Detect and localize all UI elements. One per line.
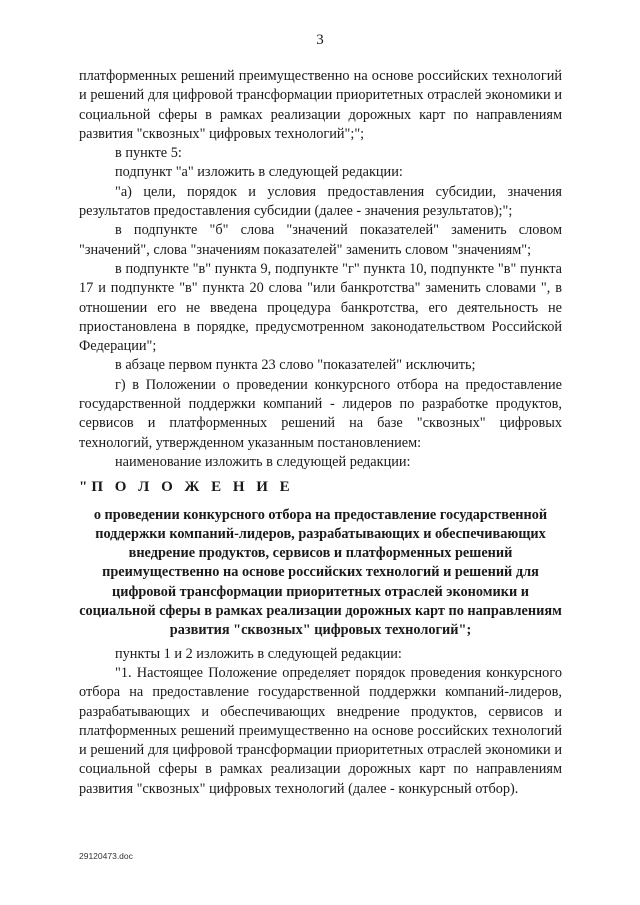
regulation-title: "П О Л О Ж Е Н И Е	[79, 479, 294, 496]
paragraph-title-intro: наименование изложить в следующей редакции:	[115, 453, 411, 470]
page-number: 3	[316, 32, 324, 48]
file-name-footer: 29120473.doc	[79, 851, 133, 861]
paragraph-subitems-v: в подпункте "в" пункта 9, подпункте "г" пункта 10, подпункте "в" пункта 17 и подпункте "в" пункта 20 слова "или банкротства" заменить словами ", в отношении его не введена процедура банкротства, его деятельность не приостановлена в порядке, предусмотренном законодательством Российской Федерации";	[79, 260, 562, 355]
paragraph-g-regulation: г) в Положении о проведении конкурсного отбора на предоставление государственной поддержки компаний - лидеров по разработке продуктов, сервисов и платформенных решений на базе "сквозных" цифровых технологий, утвержденном указанным постановлением:	[79, 376, 562, 451]
paragraph-subitem-b: в подпункте "б" слова "значений показателей" заменить словом "значений", слова "значениям показателей" заменить словом "значениям";	[79, 222, 562, 258]
paragraph-items-1-2-intro: пункты 1 и 2 изложить в следующей редакции:	[115, 645, 402, 662]
paragraph-item-23: в абзаце первом пункта 23 слово "показателей" исключить;	[115, 357, 476, 374]
paragraph-item-5: в пункте 5:	[115, 145, 182, 162]
paragraph-subitem-a-intro: подпункт "а" изложить в следующей редакции:	[115, 164, 403, 181]
paragraph-continuation: платформенных решений преимущественно на основе российских технологий и решений для цифровой трансформации приоритетных отраслей экономики и социальной сферы в рамках реализации дорожных карт по направлениям развития "сквозных" цифровых технологий";";	[79, 68, 562, 142]
paragraph-subitem-a-text: "а) цели, порядок и условия предоставления субсидии, значения результатов предоставления субсидии (далее - значения результатов);";	[79, 183, 562, 220]
paragraph-item-1-text: "1. Настоящее Положение определяет порядок проведения конкурсного отбора на предоставление государственной поддержки компаний-лидеров, разрабатывающих и обеспечивающих внедрение продуктов, сервисов и платформенных решений преимущественно на основе российских технологий и решений для цифровой трансформации приоритетных отраслей экономики и социальной сферы в рамках реализации дорожных карт по направлениям развития "сквозных" цифровых технологий (далее - конкурсный отбор).	[79, 664, 562, 797]
document-body	[79, 67, 562, 799]
regulation-subtitle: о проведении конкурсного отбора на предоставление государственной поддержки компаний-лидеров, разрабатывающих и обеспечивающих внедрение продуктов, сервисов и платформенных решений преимущественно на основе российских технологий и решений для цифровой трансформации приоритетных отраслей экономики и социальной сферы в рамках реализации дорожных карт по направлениям развития "сквозных" цифровых технологий";	[79, 506, 562, 639]
